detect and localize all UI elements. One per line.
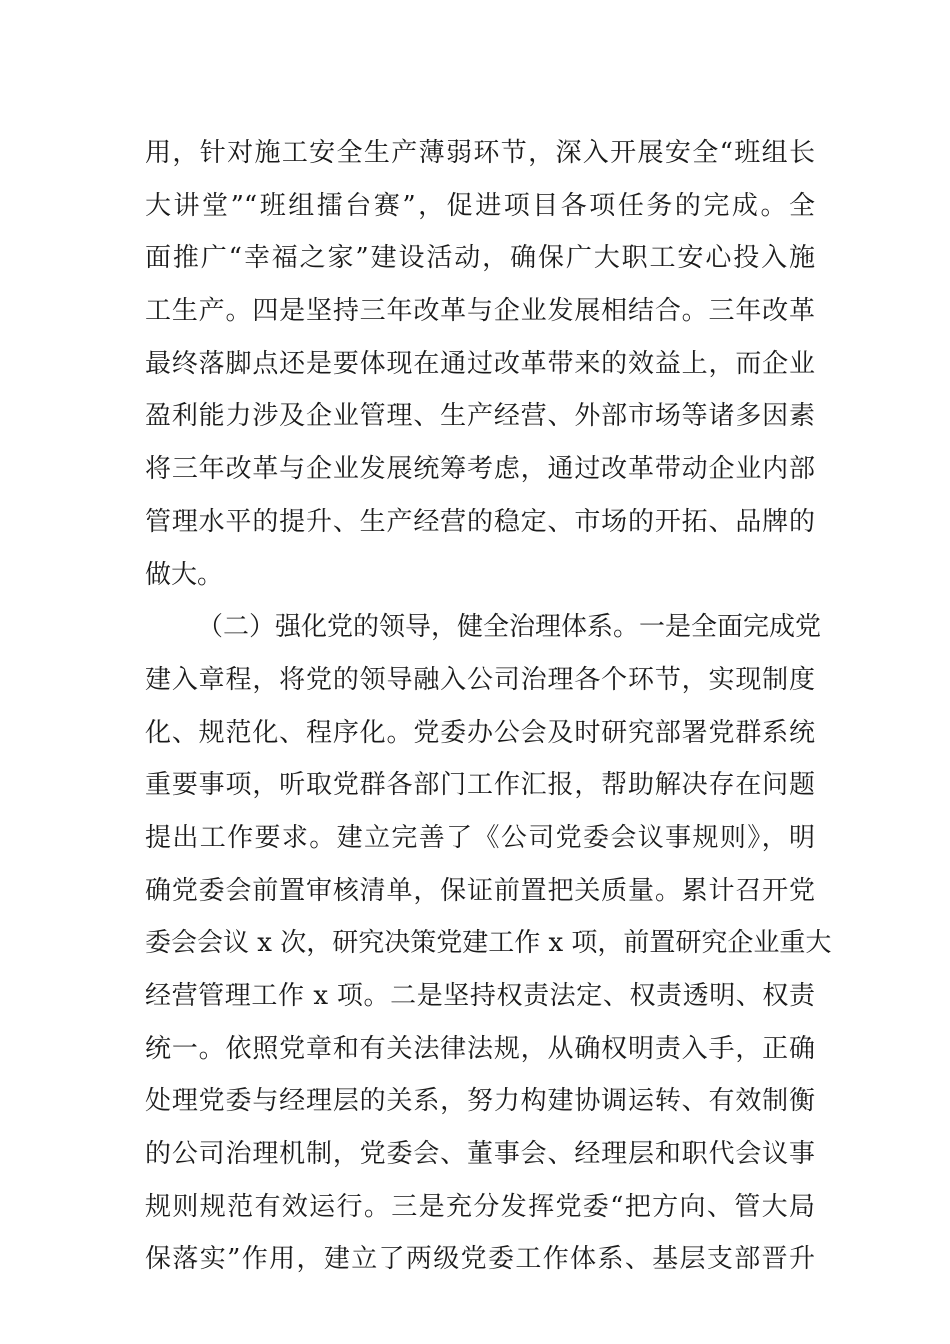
paragraph-line: 化、规范化、程序化。党委办公会及时研究部署党群系统: [145, 717, 815, 748]
paragraph-line: 工生产。四是坚持三年改革与企业发展相结合。三年改革: [145, 296, 815, 327]
paragraph-line: 的公司治理机制，党委会、董事会、经理层和职代会议事: [145, 1139, 815, 1170]
paragraph-line: （二）强化党的领导，健全治理体系。一是全面完成党: [197, 612, 822, 643]
paragraph-line: 建入章程，将党的领导融入公司治理各个环节，实现制度: [145, 664, 815, 695]
paragraph-line: 委会会议 x 次，研究决策党建工作 x 项，前置研究企业重大: [145, 928, 832, 959]
paragraph-line: 盈利能力涉及企业管理、生产经营、外部市场等诸多因素: [145, 401, 815, 432]
paragraph-line: 规则规范有效运行。三是充分发挥党委“把方向、管大局: [145, 1191, 815, 1222]
paragraph-line: 重要事项，听取党群各部门工作汇报，帮助解决存在问题: [145, 770, 815, 801]
paragraph-line: 统一。依照党章和有关法律法规，从确权明责入手，正确: [145, 1033, 815, 1064]
paragraph-line: 管理水平的提升、生产经营的稳定、市场的开拓、品牌的: [145, 506, 815, 537]
paragraph-line: 做大。: [145, 559, 224, 590]
paragraph-line: 用，针对施工安全生产薄弱环节，深入开展安全“班组长: [145, 138, 815, 168]
document-body: [145, 127, 832, 1286]
paragraph-line: 提出工作要求。建立完善了《公司党委会议事规则》，明: [145, 822, 815, 853]
paragraph-line: 保落实”作用，建立了两级党委工作体系、基层支部晋升: [145, 1244, 815, 1275]
paragraph-line: 处理党委与经理层的关系，努力构建协调运转、有效制衡: [145, 1086, 815, 1117]
paragraph-line: 确党委会前置审核清单，保证前置把关质量。累计召开党: [145, 875, 815, 906]
paragraph-line: 经营管理工作 x 项。二是坚持权责法定、权责透明、权责: [145, 981, 815, 1011]
paragraph-line: 将三年改革与企业发展统筹考虑，通过改革带动企业内部: [145, 454, 815, 485]
paragraph-1: [145, 127, 815, 601]
paragraph-line: 面推广“幸福之家”建设活动，确保广大职工安心投入施: [145, 243, 815, 274]
paragraph-line: 大讲堂”“班组擂台赛”，促进项目各项任务的完成。全: [145, 190, 815, 221]
paragraph-line: 最终落脚点还是要体现在通过改革带来的效益上，而企业: [145, 348, 815, 379]
paragraph-2: [145, 601, 832, 1286]
